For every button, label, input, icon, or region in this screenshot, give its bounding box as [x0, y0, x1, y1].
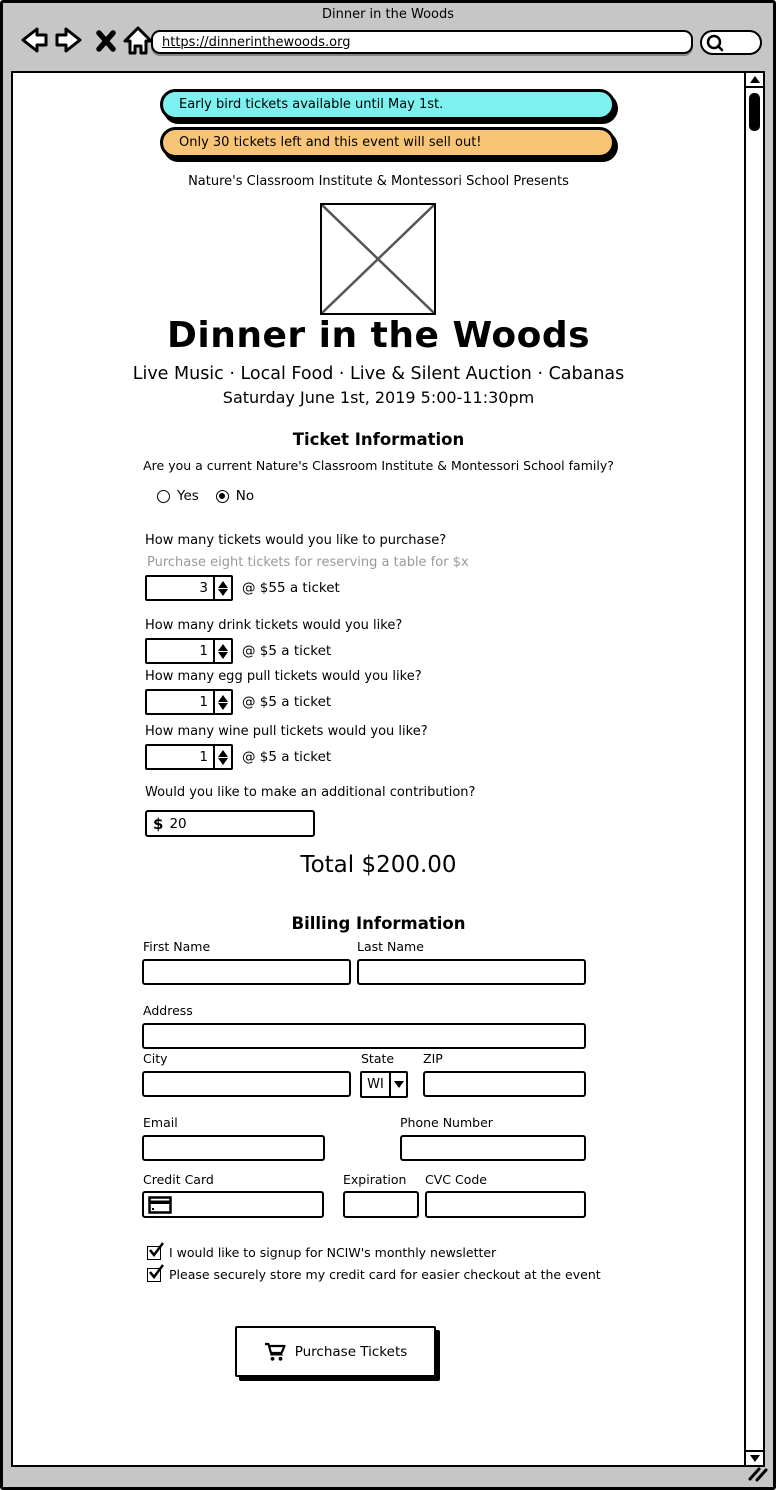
cart-icon [264, 1342, 287, 1362]
scroll-down-icon [750, 1455, 760, 1462]
chevron-down-icon [394, 1081, 404, 1088]
drink-ticket-question: How many drink tickets would you like? [145, 618, 403, 633]
radio-yes-label[interactable]: Yes [177, 488, 199, 504]
drink-count-spinner-buttons[interactable] [213, 640, 231, 662]
ticket-question-1: How many tickets would you like to purchase? [145, 533, 447, 548]
forward-button[interactable] [53, 25, 87, 57]
wine-pull-question: How many wine pull tickets would you like? [145, 724, 428, 739]
event-image-placeholder [320, 203, 436, 315]
newsletter-checkbox-row [147, 1245, 496, 1260]
store-card-checkbox-label[interactable]: Please securely store my credit card for easier checkout at the event [169, 1267, 601, 1282]
banner-early-bird [160, 89, 615, 120]
purchase-tickets-button[interactable] [235, 1326, 436, 1377]
credit-card-icon [148, 1196, 172, 1214]
dollar-sign-icon: $ [153, 814, 164, 833]
credit-card-input[interactable] [176, 1197, 322, 1212]
search-button[interactable] [700, 30, 762, 55]
address-input[interactable] [142, 1023, 586, 1049]
email-label: Email [143, 1115, 178, 1130]
ticket-information-heading: Ticket Information [292, 430, 465, 449]
radio-no-label[interactable]: No [235, 488, 255, 504]
scrollbar[interactable] [744, 73, 763, 1465]
billing-information-heading: Billing Information [291, 914, 466, 933]
state-value: WI [367, 1077, 384, 1092]
radio-no[interactable] [216, 490, 229, 503]
drink-count-input[interactable] [147, 640, 213, 662]
spinner-up-icon [218, 644, 228, 651]
drink-count-row [145, 638, 331, 664]
check-icon [148, 1242, 166, 1260]
ticket-price-label: @ $55 a ticket [242, 580, 340, 596]
resize-grip-icon [747, 1467, 769, 1482]
family-radio-group [157, 488, 264, 504]
spinner-up-icon [218, 695, 228, 702]
phone-input[interactable] [400, 1135, 586, 1161]
credit-card-label: Credit Card [143, 1172, 214, 1187]
banner-early-bird-text: Early bird tickets available until May 1st. [179, 97, 444, 112]
presents-line: Nature's Classroom Institute & Montessori School Presents [188, 174, 569, 189]
table-reserve-hint: Purchase eight tickets for reserving a table for $x [147, 555, 469, 570]
event-subtitle: Live Music · Local Food · Live & Silent Auction · Cabanas [132, 364, 625, 384]
banner-tickets-left-text: Only 30 tickets left and this event will sell out! [179, 135, 482, 150]
resize-handle[interactable] [747, 1467, 769, 1486]
page-title: Dinner in the Woods [166, 315, 591, 356]
page [13, 73, 744, 1465]
back-button[interactable] [16, 25, 50, 57]
city-input[interactable] [142, 1071, 351, 1097]
first-name-input[interactable] [142, 959, 351, 985]
spinner-up-icon [218, 750, 228, 757]
store-card-checkbox-row [147, 1267, 601, 1282]
phone-label: Phone Number [400, 1115, 493, 1130]
email-input[interactable] [142, 1135, 325, 1161]
dropdown-button[interactable] [389, 1073, 406, 1096]
cvc-label: CVC Code [425, 1172, 487, 1187]
wine-pull-spinner-buttons[interactable] [213, 746, 231, 768]
last-name-input[interactable] [357, 959, 586, 985]
ticket-count-input[interactable] [147, 577, 213, 599]
scroll-thumb[interactable] [749, 93, 760, 131]
newsletter-checkbox[interactable] [147, 1246, 161, 1260]
home-button[interactable] [121, 25, 155, 57]
spinner-down-icon [218, 589, 228, 596]
scroll-up-button[interactable] [746, 73, 763, 88]
expiration-input[interactable] [343, 1191, 419, 1218]
ticket-count-row [145, 575, 340, 601]
zip-label: ZIP [423, 1051, 443, 1066]
egg-pull-count-row [145, 689, 331, 715]
scroll-down-button[interactable] [746, 1450, 763, 1465]
wine-pull-count-row [145, 744, 331, 770]
last-name-label: Last Name [357, 939, 424, 954]
home-icon [121, 25, 155, 57]
spinner-up-icon [218, 581, 228, 588]
contribution-question: Would you like to make an additional contribution? [145, 785, 476, 800]
spinner-down-icon [218, 652, 228, 659]
state-dropdown[interactable] [360, 1071, 408, 1098]
credit-card-field [142, 1191, 324, 1218]
drink-count-stepper [145, 638, 233, 664]
spinner-down-icon [218, 758, 228, 765]
search-icon [705, 33, 725, 53]
radio-yes[interactable] [157, 490, 170, 503]
check-icon [148, 1264, 166, 1282]
drink-price-label: @ $5 a ticket [242, 643, 332, 659]
store-card-checkbox[interactable] [147, 1268, 161, 1282]
total-amount: Total $200.00 [300, 852, 457, 878]
ticket-count-spinner-buttons[interactable] [213, 577, 231, 599]
page-content [11, 71, 765, 1467]
forward-icon [53, 25, 87, 57]
image-placeholder-icon [322, 205, 434, 313]
contribution-field [145, 810, 315, 837]
expiration-label: Expiration [343, 1172, 407, 1187]
scroll-up-icon [750, 76, 760, 83]
egg-pull-count-stepper [145, 689, 233, 715]
wine-pull-price-label: @ $5 a ticket [242, 749, 332, 765]
purchase-tickets-label: Purchase Tickets [294, 1343, 408, 1360]
egg-pull-price-label: @ $5 a ticket [242, 694, 332, 710]
egg-pull-count-input[interactable] [147, 691, 213, 713]
family-question: Are you a current Nature's Classroom Institute & Montessori School family? [143, 458, 614, 473]
egg-pull-spinner-buttons[interactable] [213, 691, 231, 713]
back-icon [16, 25, 50, 57]
radio-no-dot [219, 493, 225, 499]
url-bar[interactable] [151, 30, 693, 54]
city-label: City [143, 1051, 168, 1066]
contribution-input[interactable] [169, 816, 289, 832]
window-title: Dinner in the Woods [321, 7, 455, 22]
state-label: State [361, 1051, 395, 1066]
wine-pull-count-stepper [145, 744, 233, 770]
event-datetime: Saturday June 1st, 2019 5:00-11:30pm [222, 388, 535, 407]
wine-pull-count-input[interactable] [147, 746, 213, 768]
banner-tickets-left [160, 127, 615, 158]
first-name-label: First Name [143, 939, 211, 954]
titlebar [3, 7, 773, 22]
stop-icon [93, 25, 121, 57]
zip-input[interactable] [423, 1071, 586, 1097]
egg-pull-question: How many egg pull tickets would you like? [145, 669, 422, 684]
spinner-down-icon [218, 703, 228, 710]
newsletter-checkbox-label[interactable]: I would like to signup for NCIW's monthly newsletter [169, 1245, 497, 1260]
cvc-input[interactable] [425, 1191, 586, 1218]
ticket-count-stepper [145, 575, 233, 601]
address-label: Address [143, 1003, 193, 1018]
url-text: https://dinnerinthewoods.org [162, 34, 351, 50]
